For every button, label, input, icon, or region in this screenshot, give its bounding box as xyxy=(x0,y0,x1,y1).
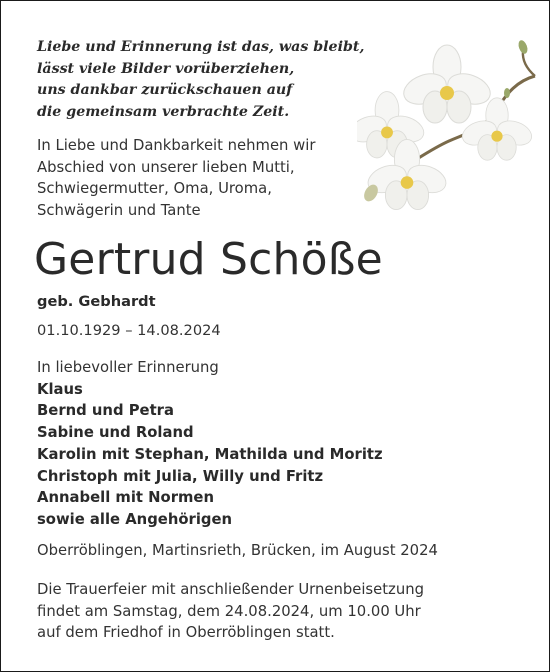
birth-name: geb. Gebhardt xyxy=(37,293,156,310)
intro-line: In Liebe und Dankbarkeit nehmen wir xyxy=(37,137,316,154)
white-orchid-icon xyxy=(357,21,537,221)
funeral-line: auf dem Friedhof in Oberröblingen statt. xyxy=(37,624,335,641)
intro-line: Schwägerin und Tante xyxy=(37,201,201,219)
mourner-name: Annabell mit Normen xyxy=(37,489,214,507)
mourner-name: Bernd und Petra xyxy=(37,402,174,420)
poem xyxy=(37,37,377,123)
deceased-name: Gertrud Schöße xyxy=(34,234,383,285)
mourner-name: Klaus xyxy=(37,380,83,398)
mourner-name: Christoph mit Julia, Willy und Fritz xyxy=(37,467,324,485)
life-dates: 01.10.1929 – 14.08.2024 xyxy=(37,322,221,339)
poem-line: uns dankbar zurückschauen auf xyxy=(37,82,293,98)
funeral-line: Die Trauerfeier mit anschließender Urnenbeisetzung xyxy=(37,581,424,598)
mourner-name: Sabine und Roland xyxy=(37,424,194,442)
mourner-name: sowie alle Angehörigen xyxy=(37,510,233,528)
mourners-list xyxy=(37,357,507,531)
intro-line: Schwiegermutter, Oma, Uroma, xyxy=(37,180,272,197)
poem-line: die gemeinsam verbrachte Zeit. xyxy=(37,103,290,120)
mourner-name: Karolin mit Stephan, Mathilda und Moritz xyxy=(37,445,383,463)
intro-line: Abschied von unserer lieben Mutti, xyxy=(37,158,295,176)
intro-text xyxy=(37,135,367,221)
funeral-info xyxy=(37,579,517,644)
poem-line: Liebe und Erinnerung ist das, was bleibt, xyxy=(37,39,365,55)
poem-line: lässt viele Bilder vorüberziehen, xyxy=(37,60,295,77)
funeral-line: findet am Samstag, dem 24.08.2024, um 10.00 Uhr xyxy=(37,602,421,620)
place-and-date: Oberröblingen, Martinsrieth, Brücken, im August 2024 xyxy=(37,542,438,559)
mourners-lead: In liebevoller Erinnerung xyxy=(37,359,219,376)
